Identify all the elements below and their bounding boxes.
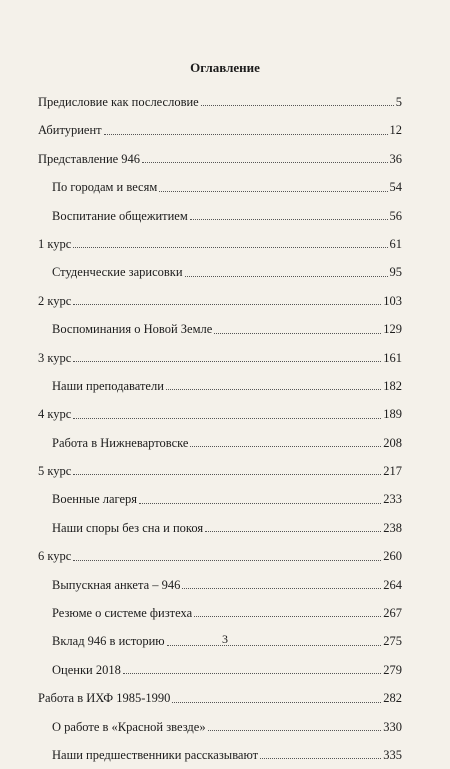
- toc-entry-page: 161: [383, 350, 402, 365]
- toc-entry: [38, 514, 402, 542]
- toc-leader-dots: [172, 702, 381, 703]
- toc-leader-dots: [73, 247, 387, 248]
- toc-entry-page: 61: [389, 236, 402, 251]
- toc-entry: [38, 116, 402, 144]
- toc-entry-title: Резюме о системе физтеха: [52, 606, 193, 621]
- toc-leader-dots: [142, 162, 387, 163]
- toc-entry-title: Наши преподаватели: [52, 378, 164, 393]
- toc-leader-dots: [194, 616, 381, 617]
- toc-entry: [38, 230, 402, 258]
- toc-entry-page: 208: [383, 435, 402, 450]
- table-of-contents: [38, 88, 402, 769]
- toc-leader-dots: [208, 730, 382, 731]
- toc-entry-page: 95: [389, 265, 402, 280]
- toc-entry: [38, 400, 402, 428]
- toc-leader-dots: [201, 105, 394, 106]
- toc-entry-page: 5: [395, 95, 402, 109]
- toc-leader-dots: [139, 503, 381, 504]
- toc-leader-dots: [73, 560, 381, 561]
- toc-entry-title: О работе в «Красной звезде»: [52, 719, 206, 734]
- toc-entry: [38, 202, 402, 230]
- toc-leader-dots: [260, 758, 381, 759]
- toc-entry-page: 36: [389, 151, 402, 166]
- toc-entry: [38, 741, 402, 769]
- toc-leader-dots: [73, 304, 381, 305]
- toc-leader-dots: [104, 134, 388, 135]
- toc-entry-page: 335: [383, 747, 402, 762]
- toc-entry-page: 275: [383, 634, 402, 649]
- toc-leader-dots: [73, 418, 381, 419]
- toc-entry: [38, 429, 402, 457]
- toc-entry-page: 260: [383, 549, 402, 564]
- toc-entry-title: Вклад 946 в историю: [52, 634, 165, 649]
- toc-entry-title: Выпускная анкета – 946: [52, 577, 181, 592]
- toc-leader-dots: [123, 673, 381, 674]
- toc-entry-title: 2 курс: [38, 293, 72, 308]
- toc-leader-dots: [190, 219, 388, 220]
- toc-entry-title: Студенческие зарисовки: [52, 265, 183, 280]
- toc-entry: [38, 344, 402, 372]
- toc-entry-page: 189: [383, 407, 402, 422]
- toc-entry-page: 330: [383, 719, 402, 734]
- toc-entry: [38, 315, 402, 343]
- toc-entry-title: Наши предшественники рассказывают: [52, 747, 259, 762]
- toc-entry-title: Воспоминания о Новой Земле: [52, 322, 213, 337]
- toc-entry-page: 56: [389, 208, 402, 223]
- toc-entry-title: Работа в Нижневартовске: [52, 435, 189, 450]
- toc-entry: [38, 571, 402, 599]
- toc-entry-page: 233: [383, 492, 402, 507]
- toc-entry-page: 264: [383, 577, 402, 592]
- toc-entry: [38, 88, 402, 116]
- toc-entry: [38, 173, 402, 201]
- toc-entry-page: 103: [383, 293, 402, 308]
- toc-entry-page: 12: [389, 123, 402, 138]
- toc-leader-dots: [214, 333, 381, 334]
- toc-entry-title: 6 курс: [38, 549, 72, 564]
- toc-entry: [38, 684, 402, 712]
- toc-entry: [38, 258, 402, 286]
- toc-entry-page: 238: [383, 520, 402, 535]
- toc-entry-page: 267: [383, 606, 402, 621]
- toc-entry-title: Воспитание общежитием: [52, 208, 188, 223]
- toc-entry: [38, 287, 402, 315]
- toc-leader-dots: [73, 474, 381, 475]
- toc-entry: [38, 372, 402, 400]
- toc-entry-title: 5 курс: [38, 464, 72, 479]
- toc-entry: [38, 542, 402, 570]
- page-title: Оглавление: [190, 60, 260, 75]
- toc-entry-title: Военные лагеря: [52, 492, 138, 507]
- toc-entry-page: 182: [383, 378, 402, 393]
- toc-entry: [38, 599, 402, 627]
- toc-entry-page: 129: [383, 322, 402, 337]
- toc-entry-title: По городам и весям: [52, 180, 158, 195]
- toc-entry-title: Наши споры без сна и покоя: [52, 520, 204, 535]
- toc-entry-title: Предисловие как послесловие: [38, 95, 199, 109]
- toc-entry: [38, 713, 402, 741]
- toc-entry: [38, 656, 402, 684]
- toc-leader-dots: [166, 389, 381, 390]
- toc-entry-page: 282: [383, 691, 402, 706]
- toc-entry: [38, 145, 402, 173]
- toc-entry-page: 279: [383, 662, 402, 677]
- toc-entry-title: Абитуриент: [38, 123, 102, 138]
- toc-entry-title: Работа в ИХФ 1985-1990: [38, 691, 171, 706]
- toc-entry-page: 54: [389, 180, 402, 195]
- toc-leader-dots: [182, 588, 381, 589]
- toc-entry-title: Представление 946: [38, 151, 141, 166]
- toc-leader-dots: [205, 531, 381, 532]
- toc-leader-dots: [185, 276, 388, 277]
- toc-entry-title: Оценки 2018: [52, 662, 121, 677]
- toc-entry: [38, 485, 402, 513]
- toc-entry-title: 1 курс: [38, 236, 72, 251]
- page-number: 3: [222, 632, 228, 646]
- toc-entry-title: 3 курс: [38, 350, 72, 365]
- toc-leader-dots: [159, 191, 387, 192]
- toc-entry-page: 217: [383, 464, 402, 479]
- toc-leader-dots: [190, 446, 381, 447]
- toc-leader-dots: [73, 361, 381, 362]
- toc-entry-title: 4 курс: [38, 407, 72, 422]
- toc-entry: [38, 457, 402, 485]
